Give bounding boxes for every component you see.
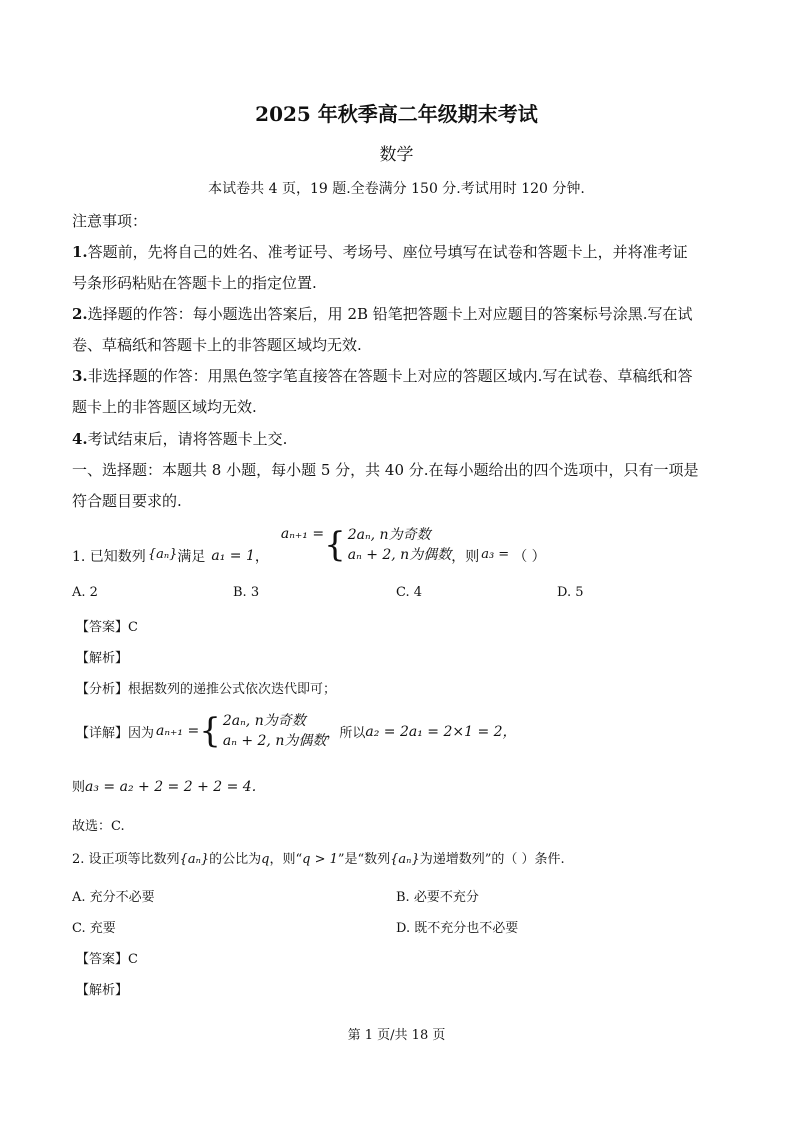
- q2-analysis-label: 【解析】: [76, 983, 129, 998]
- notice-item-4: 4.考试结束后，请将答题卡上交.: [72, 430, 288, 448]
- q1-fenxi: 【分析】根据数列的递推公式依次迭代即可；: [76, 682, 337, 697]
- q2-option-a: A. 充分不必要: [72, 890, 155, 905]
- subject-title: 数学: [379, 145, 414, 165]
- q1-then: 则a₃ = a₂ + 2 = 2 + 2 = 4.: [72, 779, 257, 795]
- notice-heading: 注意事项：: [72, 212, 148, 230]
- notice-item-2-line2: 卷、草稿纸和答题卡上的非答题区域均无效.: [72, 336, 362, 354]
- q1-answer: 【答案】C: [76, 620, 138, 635]
- notice-item-3-line2: 题卡上的非答题区域均无效.: [72, 398, 257, 416]
- q2-option-d: D. 既不充分也不必要: [396, 921, 519, 936]
- brace-symbol-2: {: [199, 711, 221, 751]
- q2-option-b: B. 必要不充分: [396, 890, 479, 905]
- q1-option-d: D. 5: [557, 585, 584, 600]
- brace-symbol: {: [324, 525, 346, 565]
- q1-option-a: A. 2: [72, 585, 98, 600]
- notice-item-2-line1: 2.选择题的作答：每小题选出答案后，用 2B 铅笔把答题卡上对应题目的答案标号涂黑.写在试: [72, 305, 693, 323]
- piecewise-cases-2: 2aₙ, n为奇数 aₙ + 2, n为偶数: [222, 713, 327, 749]
- exam-title: 2025 年秋季高二年级期末考试: [255, 102, 538, 126]
- q1-analysis-label: 【解析】: [76, 651, 129, 666]
- q1-conclusion: 故选：C.: [72, 819, 125, 834]
- notice-item-1-line2: 号条形码粘贴在答题卡上的指定位置.: [72, 274, 317, 292]
- notice-item-1-line1: 1.答题前，先将自己的姓名、准考证号、考场号、座位号填写在试卷和答题卡上，并将准考证: [72, 243, 688, 261]
- section-heading-line1: 一、选择题：本题共 8 小题，每小题 5 分，共 40 分.在每小题给出的四个选项中，只有一项是: [72, 461, 699, 479]
- q2-answer: 【答案】C: [76, 952, 138, 967]
- q1-option-b: B. 3: [233, 585, 260, 600]
- question-1-stem: 1. 已知数列 {aₙ} 满足 a₁ = 1 ， aₙ₊₁ = { 2aₙ, n为奇数 aₙ + 2, n为偶数 ，则 a₃ = （ ）: [72, 525, 546, 565]
- q2-option-c: C. 充要: [72, 921, 116, 936]
- section-heading-line2: 符合题目要求的.: [72, 492, 182, 510]
- question-2-stem: 2. 设正项等比数列{aₙ}的公比为q，则“q > 1”是“数列{aₙ}为递增数列”的（ ）条件.: [72, 852, 565, 867]
- q1-option-c: C. 4: [396, 585, 423, 600]
- exam-info: 本试卷共 4 页，19 题.全卷满分 150 分.考试用时 120 分钟.: [208, 181, 585, 197]
- piecewise-cases: 2aₙ, n为奇数 aₙ + 2, n为偶数: [347, 527, 452, 563]
- notice-item-3-line1: 3.非选择题的作答：用黑色签字笔直接答在答题卡上对应的答题区域内.写在试卷、草稿纸和答: [72, 367, 693, 385]
- page-footer: 第 1 页/共 18 页: [347, 1028, 446, 1043]
- q1-detail: 【详解】因为 aₙ₊₁ = { 2aₙ, n为奇数 aₙ + 2, n为偶数 ，所以 a₂ = 2a₁ = 2×1 = 2，: [76, 711, 517, 751]
